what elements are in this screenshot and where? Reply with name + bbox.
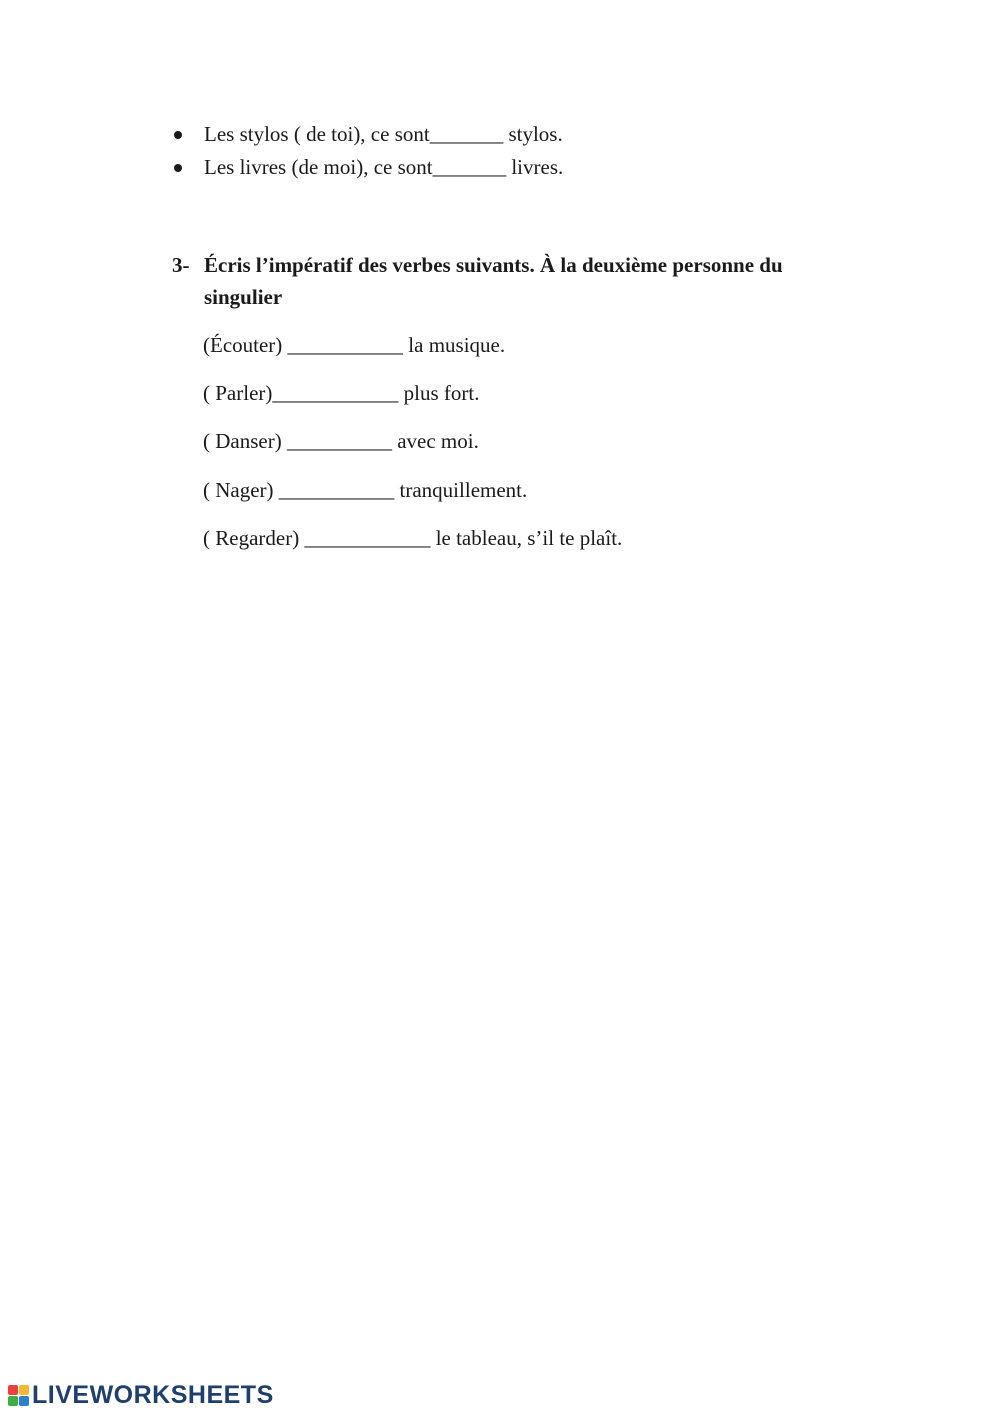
list-item: [170, 118, 563, 151]
exercise-line[interactable]: ( Nager) ___________ tranquillement.: [203, 478, 528, 502]
exercise-line[interactable]: ( Parler)____________ plus fort.: [203, 381, 480, 405]
logo-square-icon: [8, 1385, 18, 1395]
logo-square-icon: [8, 1396, 18, 1406]
liveworksheets-logo: [8, 1380, 274, 1410]
exercise-line[interactable]: ( Danser) __________ avec moi.: [203, 429, 479, 453]
logo-text: LIVEWORKSHEETS: [32, 1380, 274, 1409]
bullet-text: Les livres (de moi), ce sont_______ livres.: [204, 155, 564, 179]
question-number: 3-: [172, 253, 190, 277]
list-item: [170, 151, 563, 184]
bullet-icon: [174, 131, 182, 139]
bullet-icon: [174, 164, 182, 172]
bullet-list: [170, 118, 563, 184]
exercise-line[interactable]: (Écouter) ___________ la musique.: [203, 333, 506, 357]
bullet-text: Les stylos ( de toi), ce sont_______ stylos.: [204, 122, 563, 146]
logo-grid-icon: [8, 1385, 29, 1406]
question-title: Écris l’impératif des verbes suivants. À la deuxième personne du singulier: [204, 253, 783, 309]
logo-square-icon: [19, 1385, 29, 1395]
exercise-line[interactable]: ( Regarder) ____________ le tableau, s’il te plaît.: [203, 526, 623, 550]
logo-square-icon: [19, 1396, 29, 1406]
